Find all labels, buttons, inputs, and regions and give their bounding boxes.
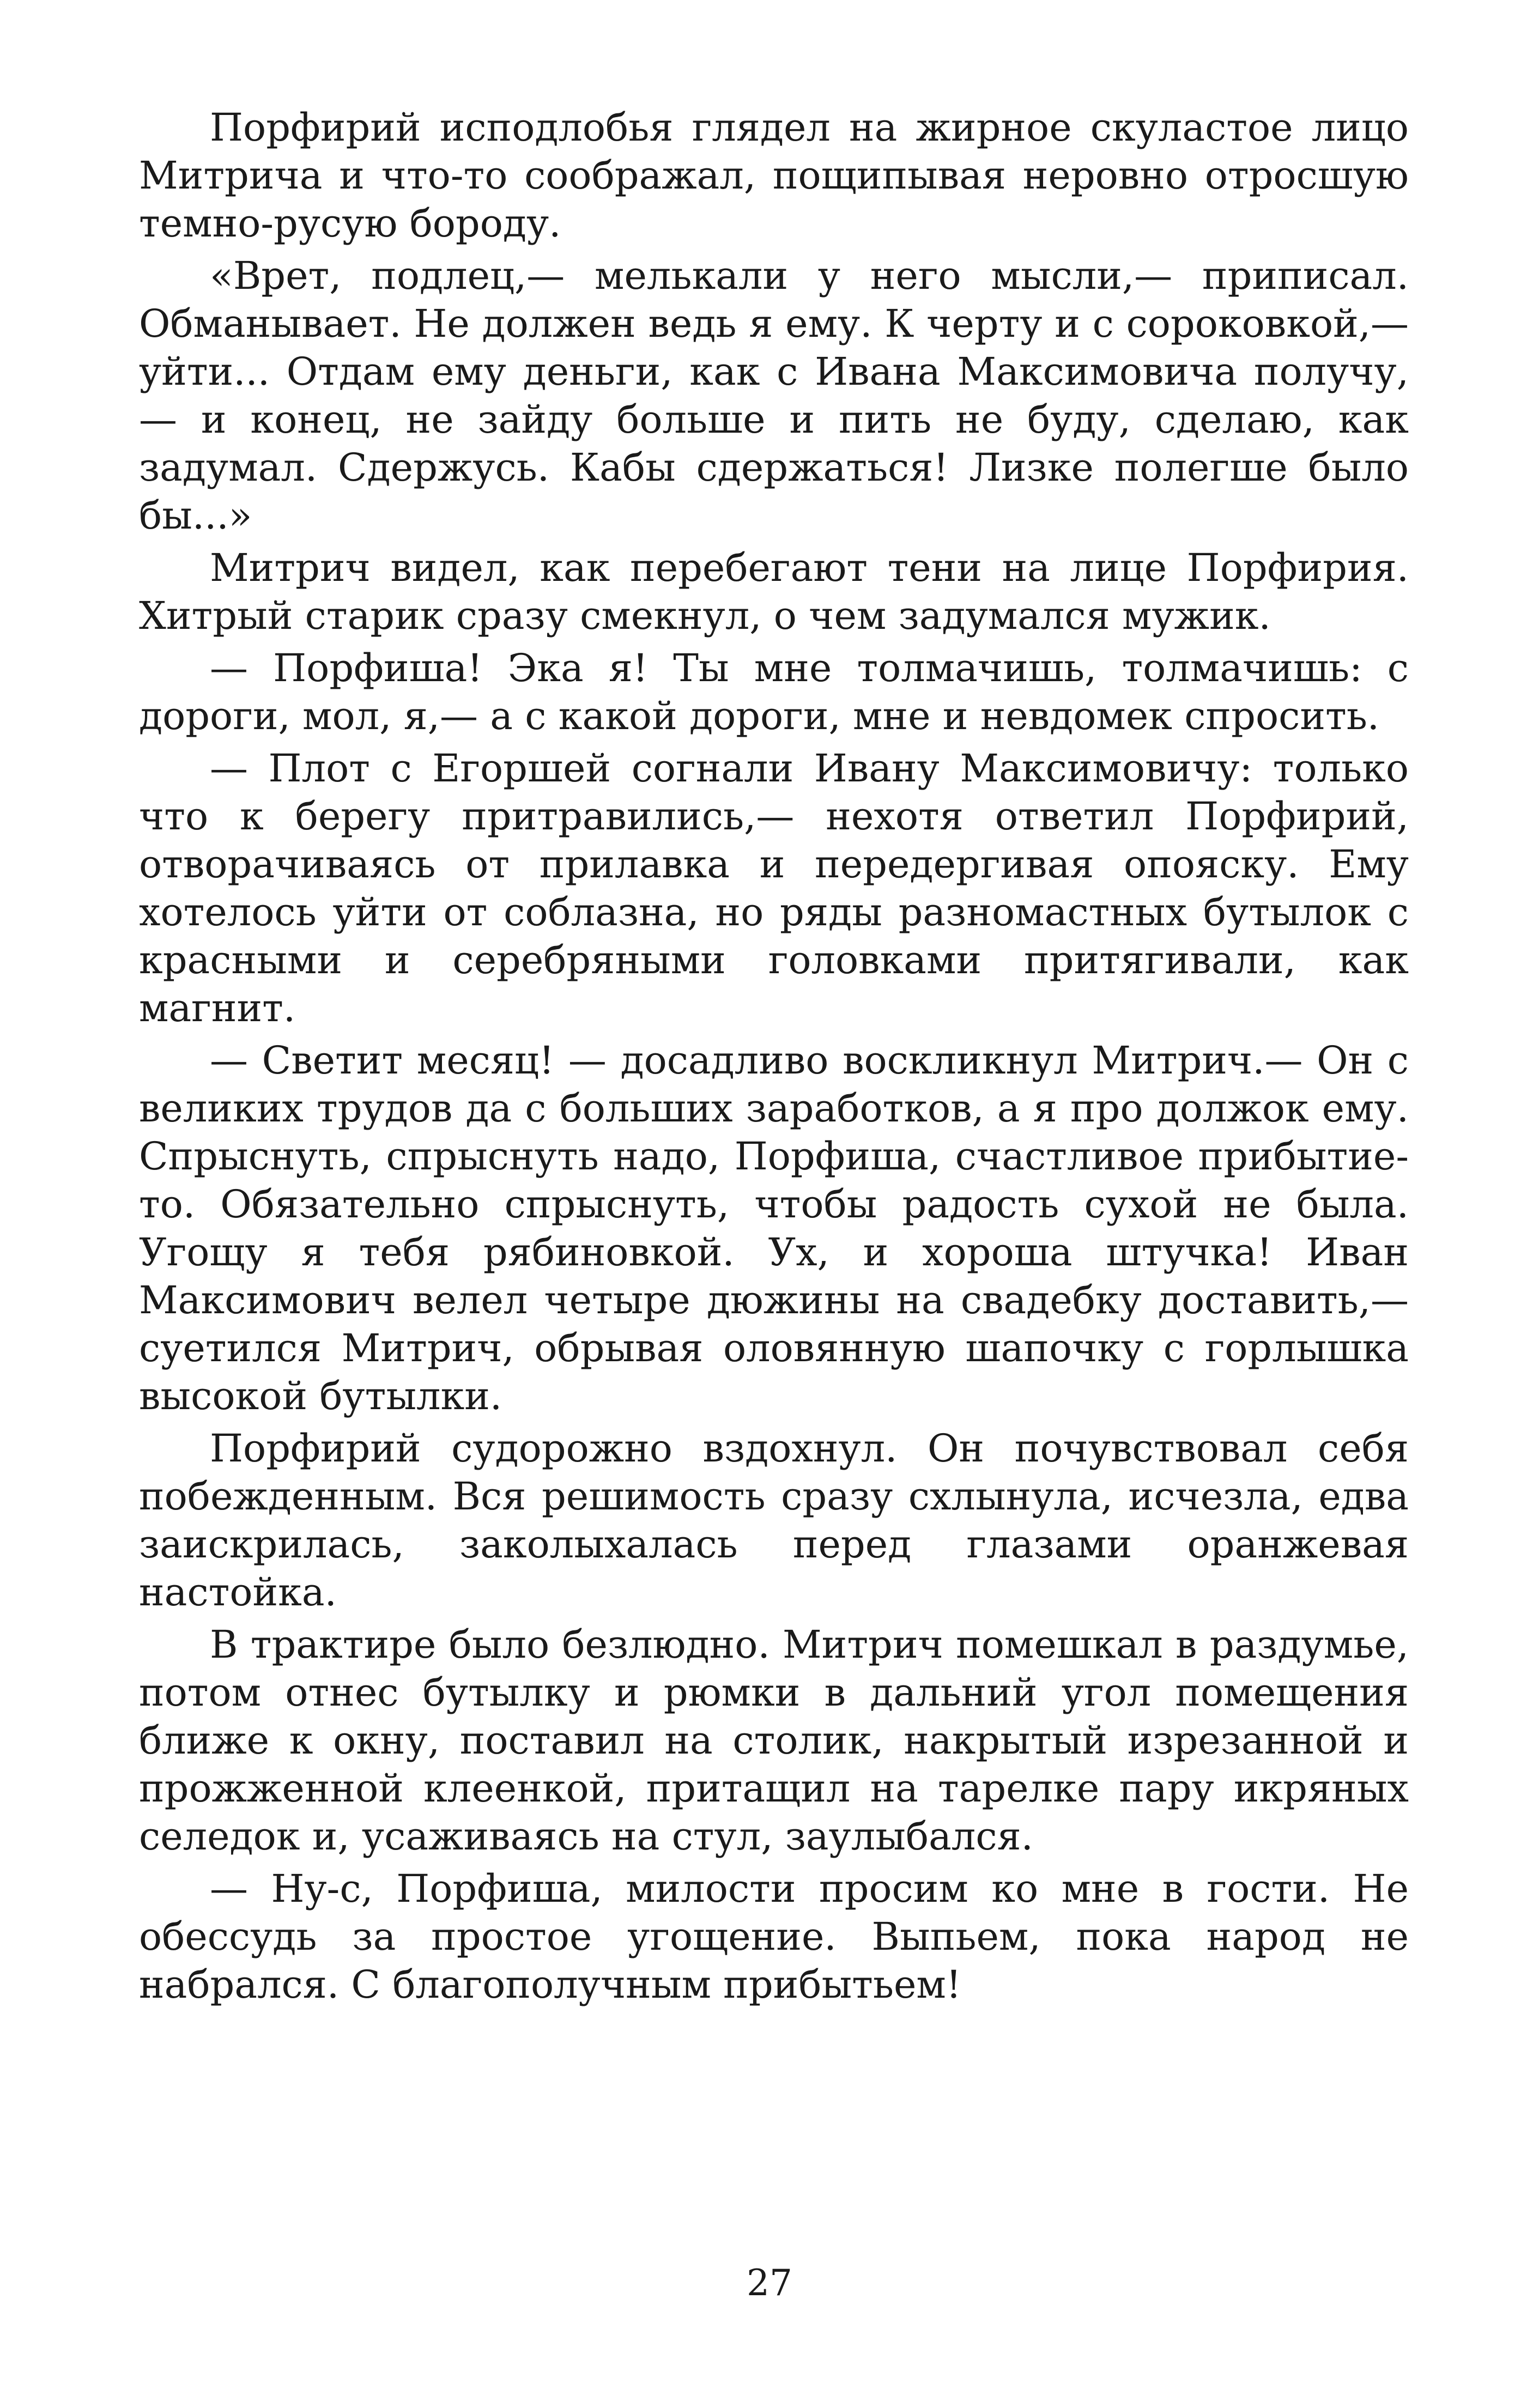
paragraph-9: — Ну-с, Порфиша, милости просим ко мне в гости. Не обессудь за простое угощение. Выпьем, пока народ не набрался. С благополучным прибытьем! (139, 1866, 1409, 2007)
page-number: 27 (747, 2262, 792, 2304)
paragraph-6: — Светит месяц! — досадливо воскликнул Митрич.— Он с великих трудов да с больших заработков, а я про должок ему. Спрыснуть, спрыснуть надо, Порфиша, счастливое прибытие-то. Обязательно спрыснуть, чтобы радость сухой не была. Угощу я тебя рябиновкой. Ух, и хороша штучка! Иван Максимович велел четыре дюжины на свадебку доставить,— суетился Митрич, обрывая оловянную шапочку с горлышка высокой бутылки. (139, 1038, 1409, 1418)
paragraph-5: — Плот с Егоршей согнали Ивану Максимовичу: только что к берегу притравились,— нехотя ответил Порфирий, отворачиваясь от прилавка и передергивая опояску. Ему хотелось уйти от соблазна, но ряды разномастных бутылок с красными и серебряными головками притягивали, как магнит. (139, 746, 1409, 1030)
paragraph-2: «Врет, подлец,— мелькали у него мысли,— приписал. Обманывает. Не должен ведь я ему. К черту и с сороковкой,— уйти... Отдам ему деньги, как с Ивана Максимовича получу,— и конец, не зайду больше и пить не буду, сделаю, как задумал. Сдержусь. Кабы сдержаться! Лизке полегше было бы...» (139, 253, 1409, 538)
paragraph-8: В трактире было безлюдно. Митрич помешкал в раздумье, потом отнес бутылку и рюмки в дальний угол помещения ближе к окну, поставил на столик, накрытый изрезанной и прожженной клеенкой, притащил на тарелке пару икряных селедок и, усаживаясь на стул, заулыбался. (139, 1622, 1409, 1859)
paragraph-7: Порфирий судорожно вздохнул. Он почувствовал себя побежденным. Вся решимость сразу схлынула, исчезла, едва заискрилась, заколыхалась перед глазами оранжевая настойка. (139, 1426, 1409, 1615)
paragraph-4: — Порфиша! Эка я! Ты мне толмачишь, толмачишь: с дороги, мол, я,— а с какой дороги, мне и невдомек спросить. (139, 646, 1409, 738)
page-text (139, 104, 1409, 2013)
paragraph-3: Митрич видел, как перебегают тени на лице Порфирия. Хитрый старик сразу смекнул, о чем задумался мужик. (139, 545, 1409, 638)
paragraph-1: Порфирий исподлобья глядел на жирное скуластое лицо Митрича и что-то соображал, пощипывая неровно отросшую темно-русую бороду. (139, 105, 1409, 246)
